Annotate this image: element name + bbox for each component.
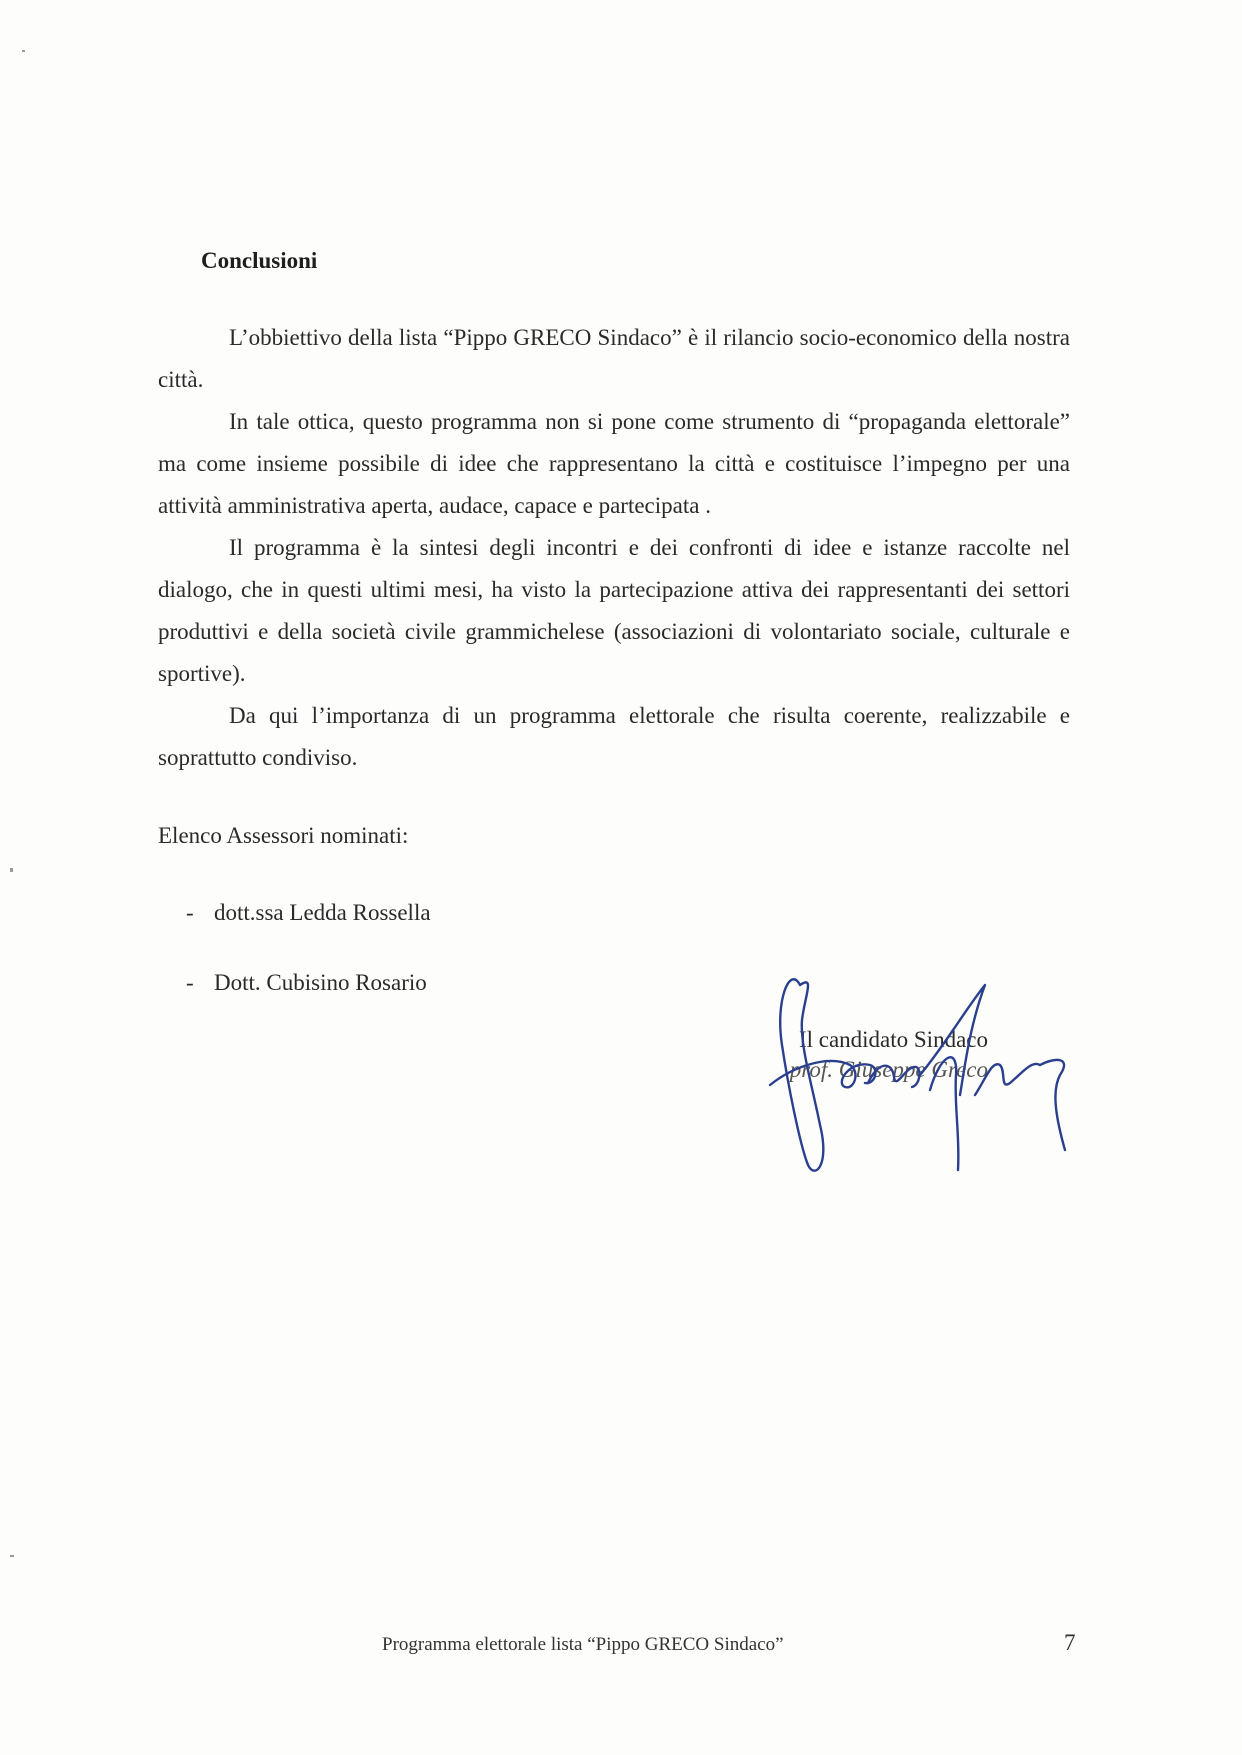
section-heading: Conclusioni (201, 248, 318, 273)
scan-speck (22, 50, 25, 52)
scan-speck (10, 1555, 14, 1557)
scan-speck (10, 868, 13, 872)
assessor-name: dott.ssa Ledda Rossella (214, 900, 431, 925)
list-dash: - (186, 900, 194, 925)
paragraph: L’obbiettivo della lista “Pippo GRECO Sindaco” è il rilancio socio-economico della nostra città. (158, 325, 1070, 392)
body-text (158, 317, 1070, 779)
paragraph: Il programma è la sintesi degli incontri e dei confronti di idee e istanze raccolte nel dialogo, che in questi ultimi mesi, ha visto la partecipazione attiva dei rappresentanti dei settori produttivi e della società civile grammichelese (associazioni di volontariato sociale, culturale e sportive). (158, 535, 1070, 686)
assessors-list (186, 900, 431, 1040)
footer-text: Programma elettorale lista “Pippo GRECO Sindaco” (382, 1634, 784, 1655)
list-item (186, 970, 431, 1040)
paragraph: Da qui l’importanza di un programma elettorale che risulta coerente, realizzabile e soprattutto condiviso. (158, 703, 1070, 770)
handwritten-signature (760, 965, 1100, 1195)
assessor-name: Dott. Cubisino Rosario (214, 970, 427, 995)
list-dash: - (186, 970, 194, 995)
paragraph: In tale ottica, questo programma non si pone come strumento di “propaganda elettorale” ma come insieme possibile di idee che rappresentano la città e costituisce l’impegno per una attività amministrativa aperta, audace, capace e partecipata . (158, 409, 1070, 518)
signature-name: prof. Giuseppe Greco (789, 1057, 988, 1082)
assessors-intro: Elenco Assessori nominati: (158, 823, 409, 848)
signature-role: Il candidato Sindaco (798, 1027, 988, 1052)
list-item (186, 900, 431, 970)
page-number: 7 (1064, 1630, 1076, 1655)
